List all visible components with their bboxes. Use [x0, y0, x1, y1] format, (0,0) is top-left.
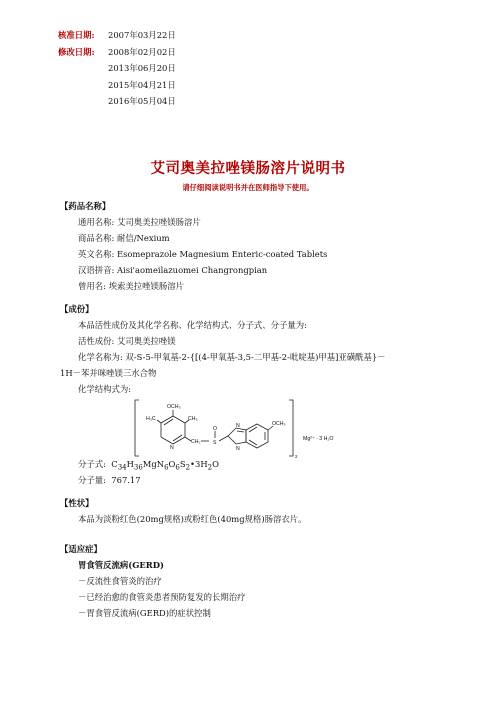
indication-item: －已经治愈的食管炎患者预防复发的长期治疗	[78, 592, 246, 602]
chemical-name-cont: 1H－苯并咪唑镁三水合物	[60, 368, 157, 378]
structure-och3-left: OCH₃	[167, 404, 181, 410]
structure-o: O	[213, 426, 218, 432]
drug-name-line: 曾用名: 埃索美拉唑镁肠溶片	[78, 281, 184, 291]
structure-h3c: H₃C	[146, 416, 156, 422]
composition-intro: 本品活性成份及其化学名称、化学结构式、分子式、分子量为:	[78, 320, 307, 330]
structure-label: 化学结构式为:	[78, 384, 132, 394]
indication-item: －反流性食管炎的治疗	[78, 576, 162, 586]
drug-name-line: 英文名称: Esomeprazole Magnesium Enteric-coated Tablets	[78, 249, 328, 259]
section-heading-drug-name: 【药品名称】	[60, 201, 111, 211]
structure-ch2: CH₂	[191, 439, 201, 445]
properties-text: 本品为淡粉红色(20mg规格)或粉红色(40mg规格)肠溶衣片。	[78, 514, 307, 524]
structure-n-bottom: N	[236, 446, 240, 452]
indications-subheading: 胃食管反流病(GERD)	[78, 560, 164, 570]
section-heading-composition: 【成份】	[60, 304, 94, 314]
structure-och3-benz: OCH₃	[272, 421, 286, 427]
structure-bracket-subscript: 2	[295, 454, 298, 459]
approval-date: 2007年03月22日	[108, 30, 176, 40]
revision-date: 2015年04月21日	[108, 80, 176, 90]
revision-date: 2013年06月20日	[108, 63, 176, 73]
revision-date: 2016年05月04日	[108, 96, 176, 106]
section-heading-properties: 【性状】	[60, 498, 94, 508]
drug-name-line: 商品名称: 耐信/Nexium	[78, 233, 170, 243]
structure-ch3: CH₃	[188, 416, 198, 422]
revision-date-label: 修改日期:	[58, 47, 95, 57]
chemical-name: 化学名称为: 双-S-5-甲氧基-2-{[(4-甲氧基-3,5-二甲基-2-吡啶基)甲基]亚磺酰基}－	[78, 352, 386, 362]
structure-counterion: Mg²⁺ · 3 H₂O	[303, 436, 334, 442]
molecular-formula: 分子式: $C_{34}H_{36}MgN_6O_6S_2•3H_2O$	[78, 459, 219, 472]
indication-item: －胃食管反流病(GERD)的症状控制	[78, 608, 211, 618]
page-subtitle: 请仔细阅读说明书并在医师指导下使用。	[182, 183, 314, 192]
revision-date: 2008年02月02日	[108, 47, 176, 57]
chemical-structure-diagram	[133, 398, 358, 460]
page-title: 艾司奥美拉唑镁肠溶片说明书	[150, 160, 346, 177]
section-heading-indications: 【适应症】	[60, 544, 102, 554]
approval-date-label: 核准日期:	[58, 30, 95, 40]
structure-n-pyridine: N	[170, 445, 174, 451]
drug-name-line: 通用名称: 艾司奥美拉唑镁肠溶片	[78, 217, 201, 227]
structure-n-top: N	[236, 423, 240, 429]
active-ingredient: 活性成份: 艾司奥美拉唑镁	[78, 336, 176, 346]
structure-s: S	[213, 440, 217, 446]
molecular-weight: 分子量: 767.17	[78, 475, 141, 485]
drug-name-line: 汉语拼音: Aisi'aomeilazuomei Changrongpian	[78, 265, 268, 275]
